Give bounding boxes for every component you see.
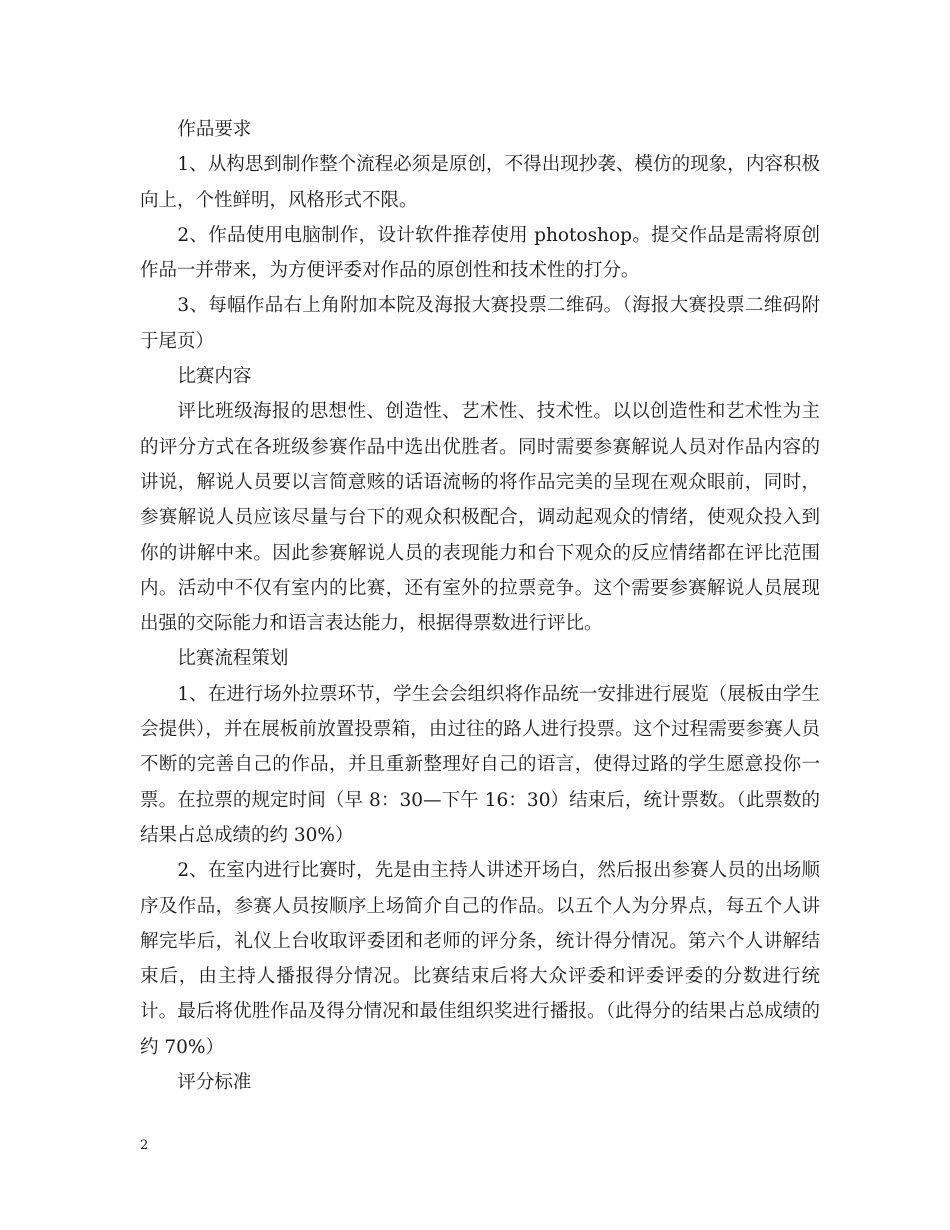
section-heading-content: 比赛内容 — [177, 366, 252, 388]
paragraph: 2、在室内进行比赛时，先是由主持人讲述开场白，然后报出参赛人员的出场顺序及作品，参赛人员按顺序上场简介自己的作品。以五个人为分界点，每五个人讲解完毕后，礼仪上台收取评委团和老师的评分条，统计得分情况。第六个人讲解结束后，由主持人播报得分情况。比赛结束后将大众评委和评委评委的分数进行统计。最后将优胜作品及得分情况和最佳组织奖进行播报。（此得分的结果占总成绩的约 70%） — [140, 860, 820, 1058]
paragraph: 2、作品使用电脑制作，设计软件推荐使用 photoshop。提交作品是需将原创作品一并带来，为方便评委对作品的原创性和技术性的打分。 — [140, 224, 820, 282]
section-heading-requirements: 作品要求 — [177, 119, 252, 140]
paragraph: 1、从构思到制作整个流程必须是原创，不得出现抄袭、模仿的现象，内容积极向上，个性鲜明，风格形式不限。 — [140, 154, 820, 211]
section-heading-scoring: 评分标准 — [177, 1072, 252, 1094]
paragraph: 3、每幅作品右上角附加本院及海报大赛投票二维码。（海报大赛投票二维码附于尾页） — [140, 295, 820, 352]
paragraph: 1、在进行场外拉票环节，学生会会组织将作品统一安排进行展览（展板由学生会提供），并在展板前放置投票箱，由过往的路人进行投票。这个过程需要参赛人员不断的完善自己的作品，并且重新整理好自己的语言，使得过路的学生愿意投你一票。在拉票的规定时间（早 8：30—下午 16：30）结束后，统计票数。（此票数的结果占总成绩的约 30%） — [140, 683, 820, 846]
page-number: 2 — [140, 1138, 149, 1153]
document-body — [140, 112, 820, 1100]
paragraph: 评比班级海报的思想性、创造性、艺术性、技术性。以以创造性和艺术性为主的评分方式在各班级参赛作品中选出优胜者。同时需要参赛解说人员对作品内容的讲说，解说人员要以言简意赅的话语流畅的将作品完美的呈现在观众眼前，同时，参赛解说人员应该尽量与台下的观众积极配合，调动起观众的情绪，使观众投入到你的讲解中来。因此参赛解说人员的表现能力和台下观众的反应情绪都在评比范围内。活动中不仅有室内的比赛，还有室外的拉票竞争。这个需要参赛解说人员展现出强的交际能力和语言表达能力，根据得票数进行评比。 — [140, 401, 820, 635]
section-heading-process: 比赛流程策划 — [177, 648, 289, 670]
